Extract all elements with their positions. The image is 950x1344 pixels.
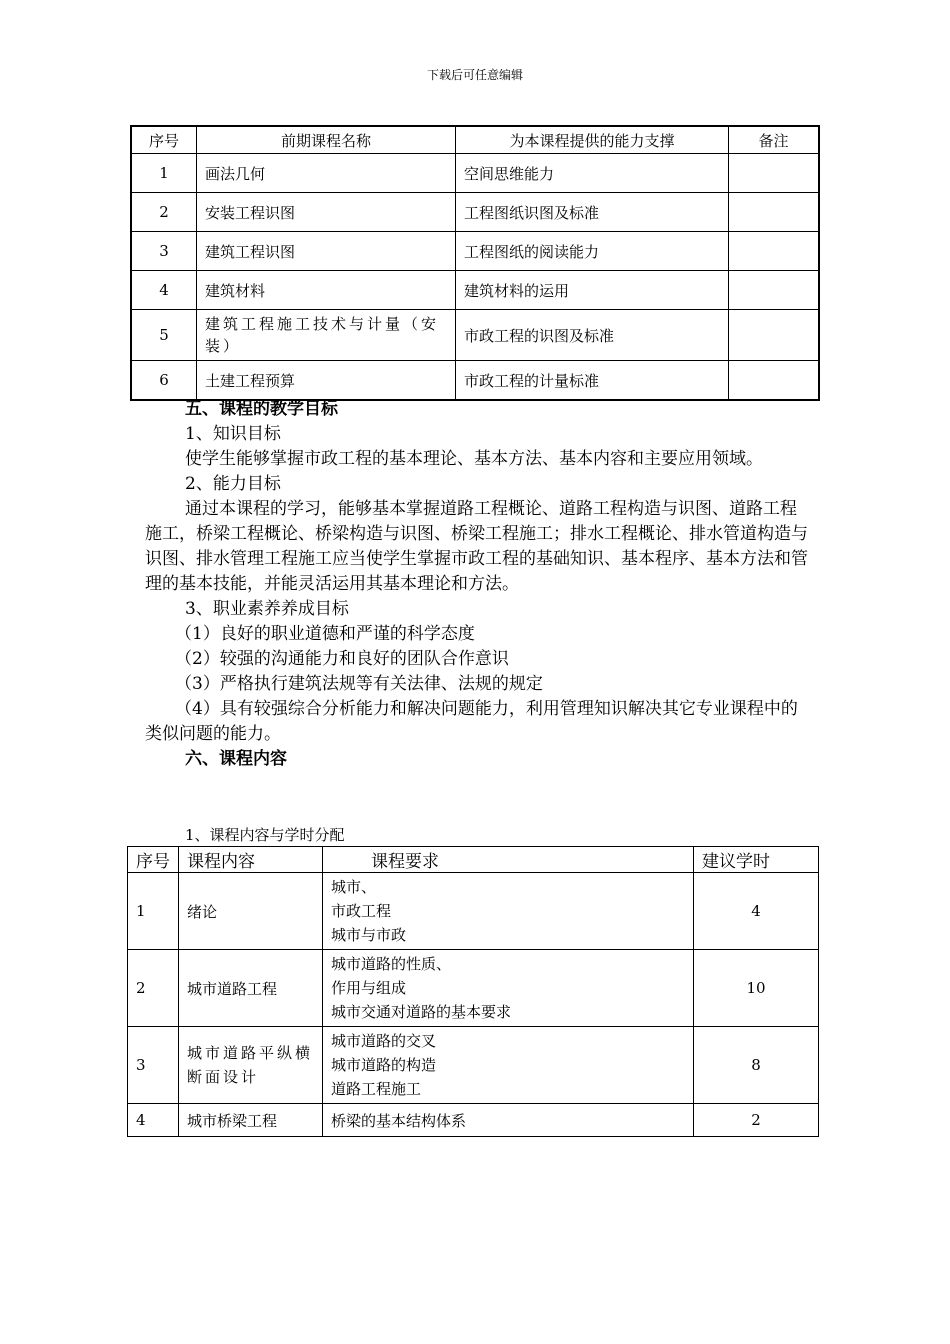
course-requirements <box>323 950 694 1027</box>
course-content: 城市道路工程 <box>179 950 323 1027</box>
row-number: 2 <box>128 950 179 1027</box>
requirement-line: 城市交通对道路的基本要求 <box>331 1003 512 1021</box>
course-content: 城市桥梁工程 <box>179 1104 323 1137</box>
quality-goal-title: 3、职业素养养成目标 <box>185 599 349 619</box>
column-header: 序号 <box>131 126 197 154</box>
table-header-row <box>131 126 819 154</box>
course-content-table <box>127 846 819 1137</box>
ability-support: 市政工程的识图及标准 <box>456 310 729 361</box>
course-name: 建筑工程施工技术与计量（安装） <box>197 310 456 361</box>
course-requirements <box>323 1027 694 1104</box>
row-number: 1 <box>131 154 197 193</box>
quality-item: （3）严格执行建筑法规等有关法律、法规的规定 <box>175 674 543 694</box>
ability-goal-text: 通过本课程的学习，能够基本掌握道路工程概论、道路工程构造与识图、道路工程施工，桥梁工程概论、桥梁构造与识图、桥梁工程施工；排水工程概论、排水管道构造与识图、排水管理工程施工应当使学生掌握市政工程的基础知识、基本程序、基本方法和管理的基本技能，并能灵活运用其基本理论和方法。 <box>145 499 808 594</box>
knowledge-goal-title: 1、知识目标 <box>185 424 281 444</box>
requirement-line: 道路工程施工 <box>331 1080 422 1098</box>
table-row <box>128 950 819 1027</box>
row-number: 4 <box>128 1104 179 1137</box>
ability-goal-title: 2、能力目标 <box>185 474 281 494</box>
ability-support: 建筑材料的运用 <box>456 271 729 310</box>
column-header: 为本课程提供的能力支撑 <box>456 126 729 154</box>
course-name: 建筑工程识图 <box>197 232 456 271</box>
table-row <box>131 361 819 401</box>
table-row <box>131 193 819 232</box>
row-number: 1 <box>128 873 179 950</box>
note <box>729 361 820 401</box>
quality-item: （1）良好的职业道德和严谨的科学态度 <box>175 624 475 644</box>
suggested-hours: 4 <box>694 873 819 950</box>
prerequisite-courses-table <box>130 125 820 401</box>
row-number: 5 <box>131 310 197 361</box>
ability-support: 工程图纸识图及标准 <box>456 193 729 232</box>
course-requirements: 桥梁的基本结构体系 <box>323 1104 694 1137</box>
table-row <box>131 232 819 271</box>
page-header: 下载后可任意编辑 <box>426 68 523 82</box>
table-row <box>131 154 819 193</box>
note <box>729 193 820 232</box>
suggested-hours: 8 <box>694 1027 819 1104</box>
section-title: 六、课程内容 <box>185 749 287 769</box>
quality-item: （4）具有较强综合分析能力和解决问题能力，利用管理知识解决其它专业课程中的类似问题的能力。 <box>145 699 798 744</box>
course-name: 安装工程识图 <box>197 193 456 232</box>
requirement-line: 城市与市政 <box>331 926 407 944</box>
note <box>729 310 820 361</box>
row-number: 6 <box>131 361 197 401</box>
course-name: 画法几何 <box>197 154 456 193</box>
row-number: 3 <box>131 232 197 271</box>
subsection-title: 1、课程内容与学时分配 <box>185 826 345 844</box>
ability-support: 工程图纸的阅读能力 <box>456 232 729 271</box>
column-header: 备注 <box>729 126 820 154</box>
requirement-line: 城市道路的性质、 <box>331 955 452 973</box>
note <box>729 232 820 271</box>
suggested-hours: 10 <box>694 950 819 1027</box>
table-row <box>131 271 819 310</box>
requirement-line: 城市、 <box>331 878 377 896</box>
knowledge-goal-text: 使学生能够掌握市政工程的基本理论、基本方法、基本内容和主要应用领域。 <box>185 449 763 469</box>
section-title: 五、课程的教学目标 <box>185 399 338 419</box>
course-requirements <box>323 873 694 950</box>
course-content: 城市道路平纵横断面设计 <box>179 1027 323 1104</box>
table-row <box>128 1104 819 1137</box>
row-number: 4 <box>131 271 197 310</box>
quality-item: （2）较强的沟通能力和良好的团队合作意识 <box>175 649 509 669</box>
column-header: 前期课程名称 <box>197 126 456 154</box>
course-content: 绪论 <box>179 873 323 950</box>
row-number: 3 <box>128 1027 179 1104</box>
table-row <box>131 310 819 361</box>
note <box>729 271 820 310</box>
requirement-line: 市政工程 <box>331 902 392 920</box>
ability-support: 市政工程的计量标准 <box>456 361 729 401</box>
requirement-line: 城市道路的交叉 <box>331 1032 437 1050</box>
requirement-line: 城市道路的构造 <box>331 1056 437 1074</box>
row-number: 2 <box>131 193 197 232</box>
note <box>729 154 820 193</box>
suggested-hours: 2 <box>694 1104 819 1137</box>
section-teaching-goals <box>145 397 810 772</box>
table-row <box>128 1027 819 1104</box>
column-header: 序号 <box>128 847 179 873</box>
course-name: 土建工程预算 <box>197 361 456 401</box>
table-header-row <box>128 847 819 873</box>
column-header: 课程要求 <box>323 847 694 873</box>
ability-support: 空间思维能力 <box>456 154 729 193</box>
column-header: 建议学时 <box>694 847 819 873</box>
requirement-line: 作用与组成 <box>331 979 407 997</box>
table-row <box>128 873 819 950</box>
course-name: 建筑材料 <box>197 271 456 310</box>
column-header: 课程内容 <box>179 847 323 873</box>
